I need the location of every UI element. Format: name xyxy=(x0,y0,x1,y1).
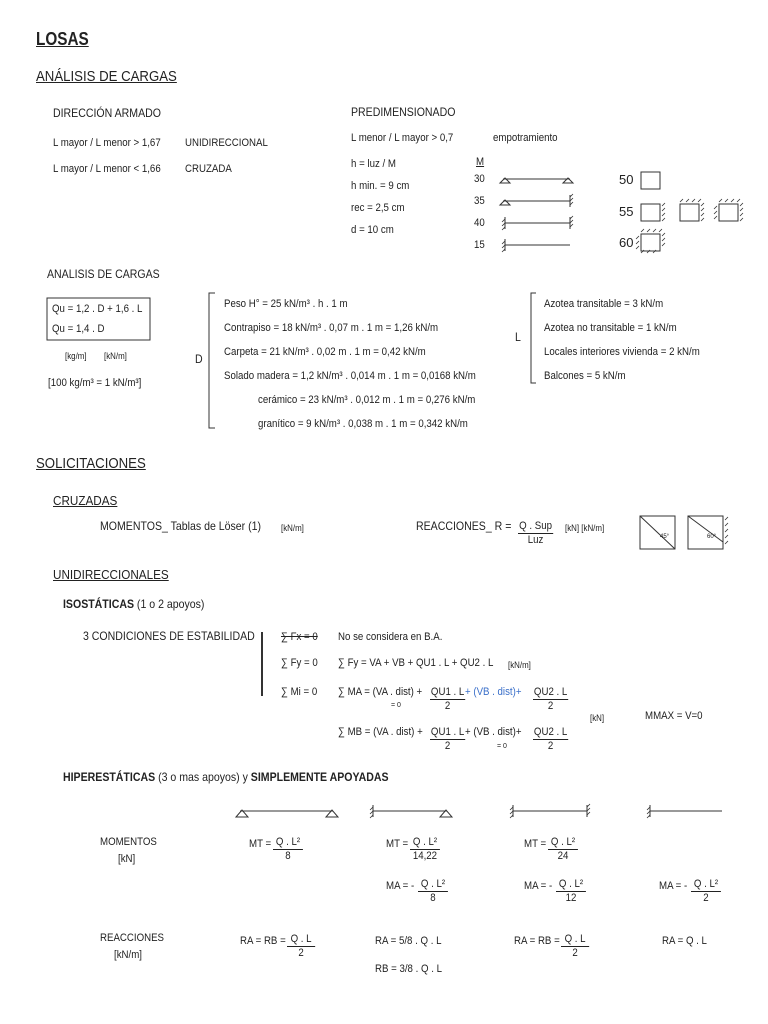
predim-m-value: 35 xyxy=(474,195,485,207)
slab-box-icon xyxy=(680,204,699,221)
units-knm: [kN/m] xyxy=(104,351,127,361)
predim-h: h = luz / M xyxy=(351,158,396,170)
isostaticas-label: ISOSTÁTICAS (1 o 2 apoyos) xyxy=(63,597,205,611)
live-load-label: L xyxy=(515,330,521,344)
section-heading-cargas: ANÁLISIS DE CARGAS xyxy=(36,68,177,85)
direccion-row1-val: UNIDIRECCIONAL xyxy=(185,137,268,149)
hiperestaticas-label: HIPERESTÁTICAS (3 o mas apoyos) y SIMPLEMENTE APOYADAS xyxy=(63,770,389,784)
dead-load-bracket xyxy=(209,293,215,428)
unidireccionales-label: UNIDIRECCIONALES xyxy=(53,567,169,582)
box-value: 50 xyxy=(619,172,634,187)
sum-fx-note: No se considera en B.A. xyxy=(338,631,443,643)
mt-simple-fraction: $\frac{\text{Q . L²}}{8}$ xyxy=(273,836,303,863)
sum-fy: ∑ Fy = 0 xyxy=(281,657,318,669)
qu-formula-2: Qu = 1,4 . D xyxy=(52,323,105,335)
ma-fixedpin-fraction: $\frac{\text{Q . L²}}{8}$ xyxy=(418,878,448,905)
slab-box-icon xyxy=(719,204,738,221)
mb-equation-b: + (VB . dist)+ xyxy=(465,726,522,738)
ma-equation-b: + (VB . dist)+ xyxy=(465,686,522,698)
direccion-row2-val: CRUZADA xyxy=(185,163,232,175)
momentos-label: MOMENTOS xyxy=(100,836,157,848)
live-load-item: Locales interiores vivienda = 2 kN/m xyxy=(544,346,700,358)
mmax-note: MMAX = V=0 xyxy=(645,710,703,722)
mb-equation-a: ∑ MB = (VA . dist) + xyxy=(338,726,423,738)
analisis-label: ANALISIS DE CARGAS xyxy=(47,267,160,281)
ma-cantilever-lhs: MA = - xyxy=(659,880,688,892)
predim-m-value: 40 xyxy=(474,217,485,229)
dead-load-item: Solado madera = 1,2 kN/m³ . 0,014 m . 1 m = 0,0168 kN/m xyxy=(224,370,476,382)
live-load-item: Azotea no transitable = 1 kN/m xyxy=(544,322,677,334)
mt-fixedfixed-lhs: MT = xyxy=(524,838,547,850)
units-kgm: [kg/m] xyxy=(65,351,87,361)
q2-fraction: $\frac{QU2 . L}{2}$ xyxy=(533,726,568,752)
dead-load-item: Contrapiso = 18 kN/m³ . 0,07 m . 1 m = 1,26 kN/m xyxy=(224,322,439,334)
r-fixedpin-a: RA = 5/8 . Q . L xyxy=(375,935,442,947)
mt-simple-lhs: MT = xyxy=(249,838,272,850)
angle-60-label: 60° xyxy=(707,534,717,540)
reaction-fraction: Q . Sup Luz xyxy=(519,520,553,546)
box-value: 60 xyxy=(619,235,634,250)
ma-fixedpin-lhs: MA = - xyxy=(386,880,415,892)
sum-fx: ∑ Fx = 0 xyxy=(281,631,318,643)
predim-cond: L menor / L mayor > 0,7 xyxy=(351,132,454,144)
live-load-bracket xyxy=(531,293,536,383)
r-simple-lhs: RA = RB = xyxy=(240,935,286,947)
direccion-row2-cond: L mayor / L menor < 1,66 xyxy=(53,163,161,175)
cruzadas-label: CRUZADAS xyxy=(53,493,118,508)
condiciones-label: 3 CONDICIONES DE ESTABILIDAD xyxy=(83,629,255,643)
ma-eq-zero: = 0 xyxy=(391,702,401,709)
predim-m-label: M xyxy=(476,156,485,168)
conversion-note: [100 kg/m³ = 1 kN/m³] xyxy=(48,377,142,389)
cruzadas-reacciones: REACCIONES_ R = xyxy=(416,519,512,533)
ma-fixedfixed-lhs: MA = - xyxy=(524,880,553,892)
ma-cantilever-fraction: $\frac{\text{Q . L²}}{2}$ xyxy=(691,878,721,905)
live-load-item: Azotea transitable = 3 kN/m xyxy=(544,298,664,310)
momentos-units: [kN] xyxy=(118,853,136,865)
r-cantilever: RA = Q . L xyxy=(662,935,707,947)
predim-m-value: 15 xyxy=(474,239,485,251)
direccion-label: DIRECCIÓN ARMADO xyxy=(53,106,161,120)
reacciones-label: REACCIONES xyxy=(100,932,165,944)
r-fixedpin-b: RB = 3/8 . Q . L xyxy=(375,963,442,975)
ma-equation-a: ∑ MA = (VA . dist) + xyxy=(338,686,423,698)
predim-hmin: h min. = 9 cm xyxy=(351,180,410,192)
slab-box-icon xyxy=(641,172,660,189)
predim-label: PREDIMENSIONADO xyxy=(351,105,456,119)
live-load-item: Balcones = 5 kN/m xyxy=(544,370,626,382)
section-heading-solicitaciones: SOLICITACIONES xyxy=(36,455,146,472)
sum-fy-units: [kN/m] xyxy=(508,660,531,670)
cruzadas-momentos: MOMENTOS_ Tablas de Löser (1) xyxy=(100,519,262,533)
mt-fixedfixed-fraction: $\frac{\text{Q . L²}}{24}$ xyxy=(548,836,578,863)
slab-60-icon xyxy=(688,516,723,549)
q1-fraction: $\frac{QU1 . L}{2}$ xyxy=(430,726,465,752)
ma-fixedfixed-fraction: $\frac{\text{Q . L²}}{12}$ xyxy=(556,878,586,905)
sum-mi: ∑ Mi = 0 xyxy=(281,686,318,698)
r-simple-fraction: $\frac{Q . L}{2}$ xyxy=(287,933,315,960)
predim-rec: rec = 2,5 cm xyxy=(351,202,405,214)
reacciones-units: [kN/m] xyxy=(114,949,142,961)
sum-fy-equation: ∑ Fy = VA + VB + QU1 . L + QU2 . L xyxy=(338,657,494,669)
cruzadas-momentos-units: [kN/m] xyxy=(281,523,304,533)
mt-fixedpin-lhs: MT = xyxy=(386,838,409,850)
r-fixedfixed-fraction: $\frac{Q . L}{2}$ xyxy=(561,933,589,960)
dead-load-label: D xyxy=(195,352,203,366)
page-title: LOSAS xyxy=(36,29,89,49)
predim-d: d = 10 cm xyxy=(351,224,394,236)
r-fixedfixed-lhs: RA = RB = xyxy=(514,935,560,947)
slab-box-icon xyxy=(641,204,660,221)
slab-box-icon xyxy=(641,234,660,251)
qu-formula-1: Qu = 1,2 . D + 1,6 . L xyxy=(52,303,143,315)
q1-fraction: $\frac{QU1 . L}{2}$ xyxy=(430,686,465,712)
dead-load-item: Peso H° = 25 kN/m³ . h . 1 m xyxy=(224,298,348,310)
direccion-row1-cond: L mayor / L menor > 1,67 xyxy=(53,137,161,149)
q2-fraction: $\frac{QU2 . L}{2}$ xyxy=(533,686,568,712)
angle-45-label: 45° xyxy=(660,534,670,540)
dead-load-item: Carpeta = 21 kN/m³ . 0,02 m . 1 m = 0,42 kN/m xyxy=(224,346,426,358)
dead-load-item: granítico = 9 kN/m³ . 0,038 m . 1 m = 0,342 kN/m xyxy=(258,418,468,430)
cruzadas-reacciones-units: [kN] [kN/m] xyxy=(565,523,605,533)
box-value: 55 xyxy=(619,204,634,219)
kn-units: [kN] xyxy=(590,713,605,723)
dead-load-item: cerámico = 23 kN/m³ . 0,012 m . 1 m = 0,276 kN/m xyxy=(258,394,476,406)
mt-fixedpin-fraction: $\frac{\text{Q . L²}}{14,22}$ xyxy=(410,836,440,863)
mb-eq-zero: = 0 xyxy=(497,743,507,750)
predim-m-value: 30 xyxy=(474,173,485,185)
predim-empotramiento: empotramiento xyxy=(493,132,558,144)
